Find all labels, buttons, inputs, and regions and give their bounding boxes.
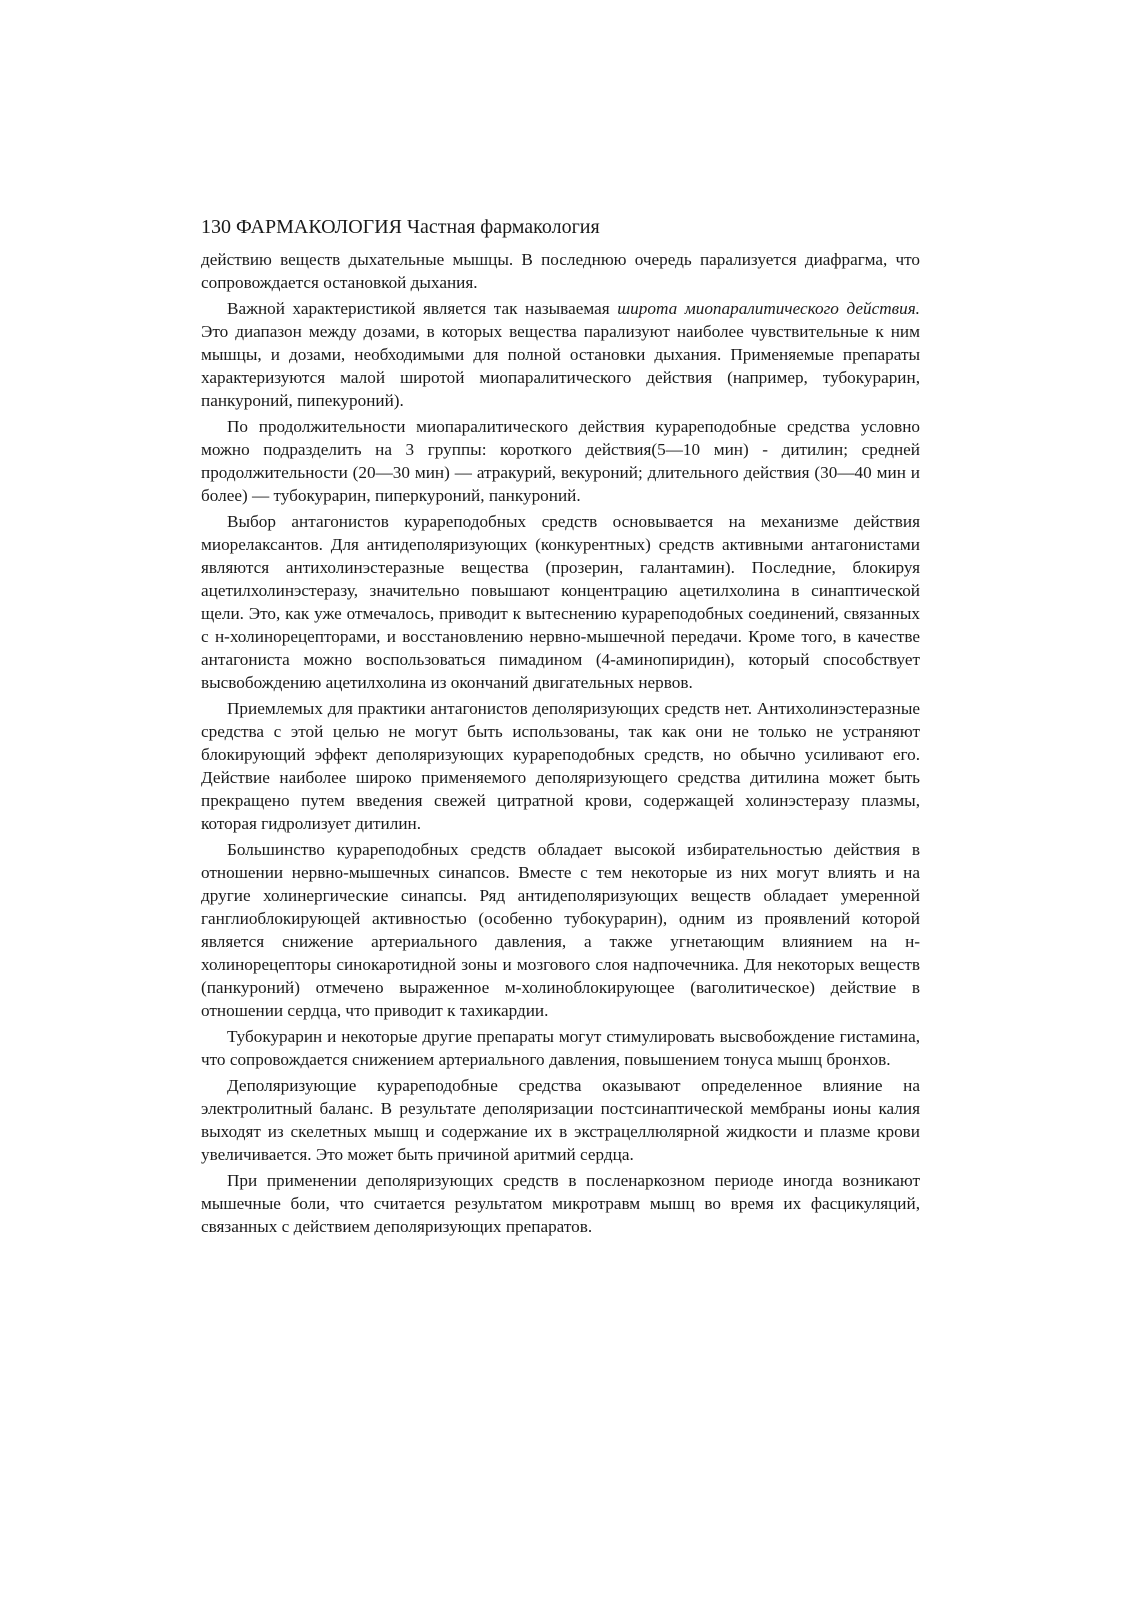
paragraph-duration-groups: По продолжительности миопаралитического действия курареподобные средства условно можно подразделить на 3 группы: короткого действия(5—10 мин) - дитилин; средней продолжительности (20—30 мин) — атракурий, векуроний; длительного действия (30—40 мин и более) — тубокурарин, пиперкуроний, панкуроний.: [201, 417, 920, 505]
paragraph-text: Важной характеристикой является так называемая: [227, 299, 618, 318]
running-header: 130 ФАРМАКОЛОГИЯ Частная фармакология: [201, 216, 600, 238]
paragraph-electrolyte: Деполяризующие курареподобные средства оказывают определенное влияние на электролитный баланс. В результате деполяризации постсинаптической мембраны ионы калия выходят из скелетных мышц и содержание их в экстрацеллюлярной жидкости и плазме крови увеличивается. Это может быть причиной аритмий сердца.: [201, 1076, 920, 1164]
paragraph-muscle-pain: При применении деполяризующих средств в посленаркозном периоде иногда возникают мышечные боли, что считается результатом микротравм мышц во время их фасцикуляций, связанных с действием деполяризующих препаратов.: [201, 1171, 920, 1236]
paragraph-diaphragm: действию веществ дыхательные мышцы. В последнюю очередь парализуется диафрагма, что сопровождается остановкой дыхания.: [201, 250, 920, 292]
paragraph-text: Это диапазон между дозами, в которых вещества парализуют наиболее чувствительные к ним мышцы, и дозами, необходимыми для полной остановки дыхания. Применяемые препараты характеризуются малой широтой миопаралитического действия (например, тубокурарин, панкуроний, пипекуроний).: [201, 322, 920, 410]
paragraph-myoparalytic-range: [201, 297, 920, 412]
paragraph-histamine: Тубокурарин и некоторые другие препараты могут стимулировать высвобождение гистамина, что сопровождается снижением артериального давления, повышением тонуса мышц бронхов.: [201, 1027, 920, 1069]
paragraph-selectivity: Большинство курареподобных средств обладает высокой избирательностью действия в отношении нервно-мышечных синапсов. Вместе с тем некоторые из них могут влиять и на другие холинергические синапсы. Ряд антидеполяризующих веществ обладает умеренной ганглиоблокирующей активностью (особенно тубокурарин), одним из проявлений которой является снижение артериального давления, а также угнетающим влиянием на н-холинорецепторы синокаротидной зоны и мозгового слоя надпочечника. Для некоторых веществ (панкуроний) отмечено выраженное м-холиноблокирующее (ваголитическое) действие в отношении сердца, что приводит к тахикардии.: [201, 840, 920, 1020]
paragraph-antagonists: Выбор антагонистов курареподобных средств основывается на механизме действия миорелаксантов. Для антидеполяризующих (конкурентных) средств активными антагонистами являются антихолинэстеразные вещества (прозерин, галантамин). Последние, блокируя ацетилхолинэстеразу, значительно повышают концентрацию ацетилхолина в синаптической щели. Это, как уже отмечалось, приводит к вытеснению курареподобных соединений, связанных с н-холинорецепторами, и восстановлению нервно-мышечной передачи. Кроме того, в качестве антагониста можно воспользоваться пимадином (4-аминопиридин), который способствует высвобождению ацетилхолина из окончаний двигательных нервов.: [201, 512, 920, 692]
italic-term: широта миопаралитического действия.: [617, 299, 920, 318]
paragraph-depolarizing-antagonists: Приемлемых для практики антагонистов деполяризующих средств нет. Антихолинэстеразные средства с этой целью не могут быть использованы, так как они не только не устраняют блокирующий эффект деполяризующих курареподобных средств, но обычно усиливают его. Действие наиболее широко применяемого деполяризующего средства дитилина может быть прекращено путем введения свежей цитратной крови, содержащей холинэстеразу плазмы, которая гидролизует дитилин.: [201, 699, 920, 833]
body-text: [201, 248, 920, 1241]
